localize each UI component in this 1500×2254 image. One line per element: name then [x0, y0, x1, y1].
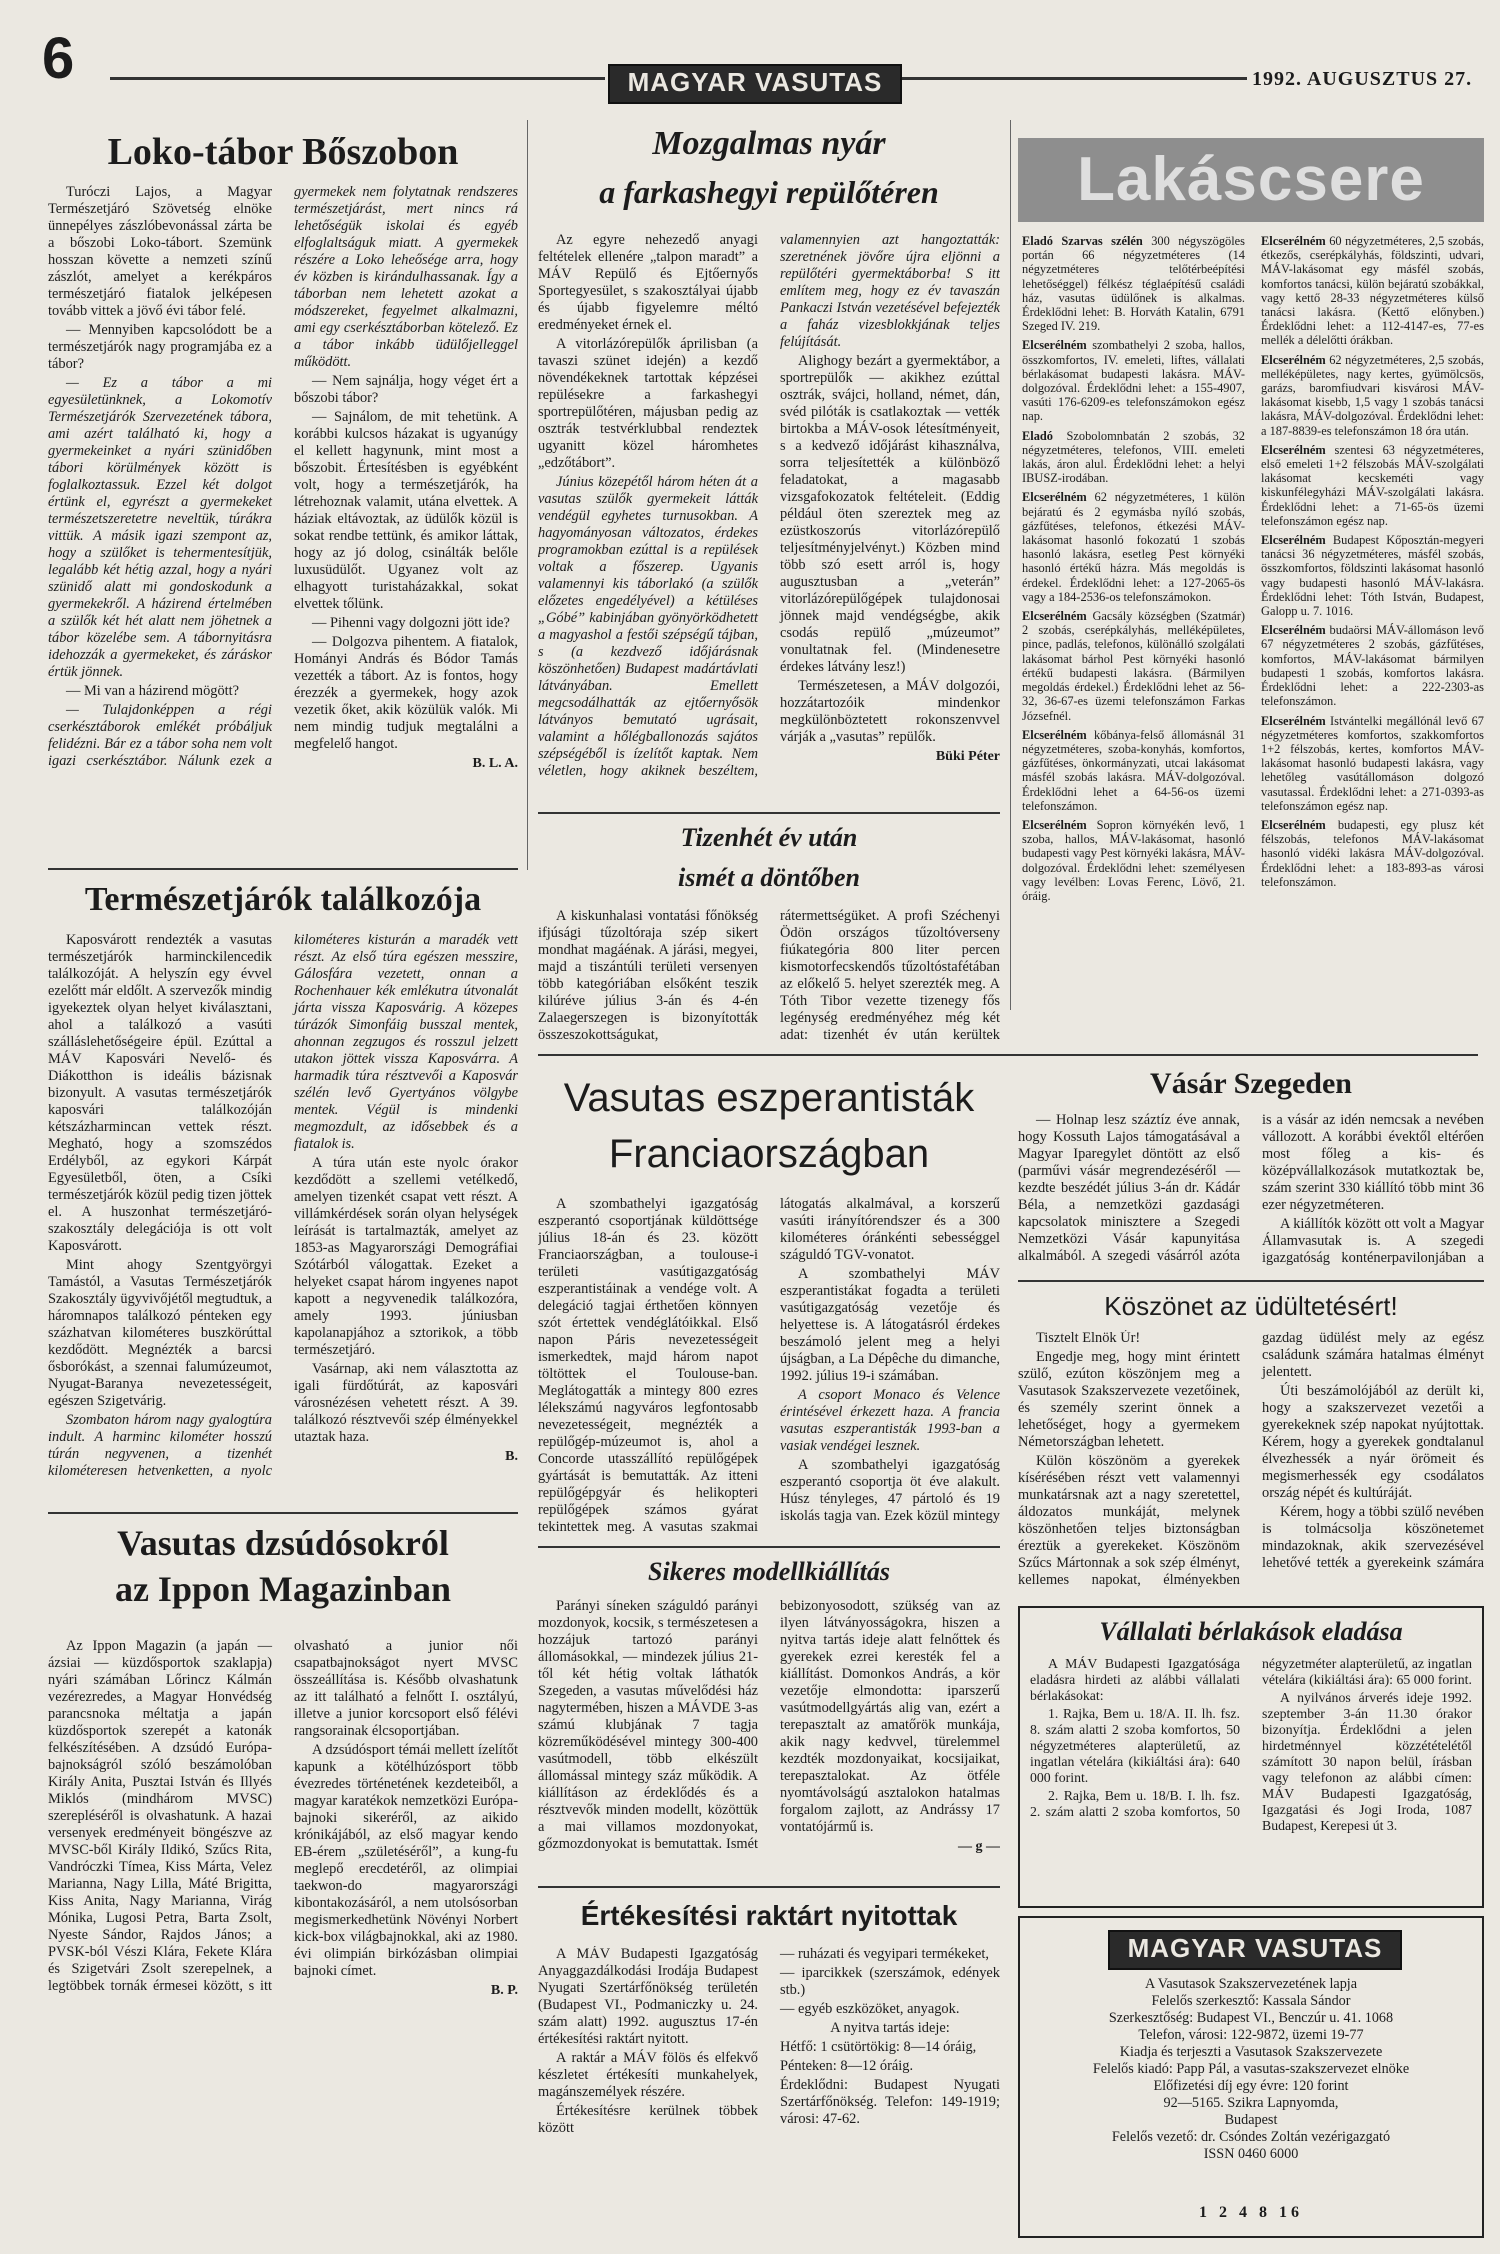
impresszum-line: Felelős szerkesztő: Kassala Sándor	[1151, 1993, 1351, 2009]
eszperanto-paragraph: A szombathelyi MÁV eszperantistákat fogadta a területi vasútigazgatóság vezetője és helyettese is. A látogatásról érdekes beszámoló jelent meg a helyi újságban, a La Dépêche du dimanche, 1992. július 19-i számában.	[780, 1266, 1000, 1384]
impresszum-line: A Vasutasok Szakszervezetének lapja	[1144, 1976, 1358, 1992]
mozgalmas-signature: Büki Péter	[935, 749, 1000, 764]
ertekesitesi-paragraph: A raktár a MÁV fölös és elfekvő készletet értékesíti munkahelyek, magánszemélyek részére.	[538, 2050, 758, 2100]
vasar-paragraph: — Holnap lesz száztíz éve annak, hogy Kossuth Lajos támogatásával a Magyar Iparegylet döntött az első (parművi vásár megrendezéséről — kezdte beszédét július 3-án dr. Kádár Béla, a nemzetközi gazdasági kapcsolatok minisztere a Szegedi Nemzetközi Vásár kapunyitása alkalmából. A szegedi vásárról azóta is a vásár az idén nemcsak a nevében vállozott. A korábbi évektől eltérően most főleg a kis- és középvállalkozások mutatkoztak be, szám szerint 330 kiállító több mint 36 ezer négyzetméteren.	[1018, 1112, 1484, 1264]
koszonet-article-body	[1018, 1330, 1484, 1602]
loko-paragraph: — Pihenni vagy dolgozni jött ide?	[312, 615, 510, 631]
termesz-paragraph: Vasárnap, aki nem választotta az igali fürdőtúrát, az kaposvári városnézésen vehetett részt. A 39. találkozó résztvevői szép élményekkel utaztak haza.	[294, 1361, 518, 1445]
mozgalmas-paragraph: Az egyre nehezedő anyagi feltételek ellenére „talpon maradt” a MÁV Repülő és Ejtőernyős Sportegyesület, s szakosztályai újabb és újabb figyelemre méltó eredményeket érnek el.	[538, 232, 758, 333]
impresszum-line: Felelős vezető: dr. Csóndes Zoltán vezérigazgató	[1111, 2129, 1391, 2145]
divider	[48, 868, 518, 870]
lakascsere-ad	[1022, 490, 1245, 604]
vallalati-title-wrap	[1026, 1612, 1476, 1652]
impresszum-line: Felelős kiadó: Papp Pál, a vasutas-szakszervezet elnöke	[1092, 2061, 1410, 2077]
modell-paragraph: Parányi síneken száguldó parányi mozdonyok, kocsik, s természetesen a hozzájuk tartozó parányi állomásokkal, — mindezek július 21-től két hétig voltak láthatók Szegeden, a vasutas művelődési ház nagytermében, hiszen a MÁVDE 3-as számú klubjának 7 tagja közreműködésével mintegy 300-400 vasútmodell, több elkészült állomással mintegy száz működik. A kiállításon az érdeklődés és a résztvevők minden modellt, közöttük a mai villamos mozdonyokat, gőzmozdonyokat is bemutattak. Ismét bebizonyosodott, szükség van az ilyen látványosságokra, hiszen a nyitva tartás ideje alatt felnőttek és gyerekek ezrei keresték fel a kiállítást. Domonkos András, a kör vezetője elmondotta: iparszerű vasútmodellgyártás alig van, ezért a terepasztalt az amatőrök munkája, akik nagy kedvvel, türelemmel kezdték mozdonyaikat, kocsijaikat, terepasztalokat. Az ötféle nyomtávolságú asztalokon hatalmas forgalom zajlott, az Andrássy 17 vontatójármű is.	[538, 1598, 1000, 1852]
lakascsere-ads	[1022, 234, 1484, 1034]
lakascsere-ad-lead: Elcserélném	[1261, 817, 1326, 832]
tizenhet-paragraph: A kiskunhalasi vontatási főnökség ifjúsági tűzoltóraja szép sikert mondhat magáénak. A járási, megyei, majd a tiszántúli területi versenyen több kategóriában elsőként teszik kilúréve július 3-án és 4-én Zalaegerszegen is bizonyították összeszokottságukat, rátermettségüket. A profi Széchenyi Ödön országos tűzoltóverseny fiúkategória 800 liter percen kismotorfecskendős tűzoltóstafétában az előkelő 5. helyet szerezték meg. A Tóth Tibor vezette tizenegy fős legénység eredményéhez még két adat: tizenhét év után kerültek	[538, 908, 1000, 1043]
column-rule-2	[1010, 120, 1011, 1010]
ertekesitesi-list-item: Pénteken: 8—12 óráig.	[780, 2058, 914, 2074]
mozgalmas-article-body	[538, 232, 1000, 812]
eszperanto-title-line1: Vasutas eszperantisták	[563, 1076, 975, 1120]
lakascsere-ad-lead: Elcserélném	[1261, 352, 1326, 367]
impresszum-barcode-digits: 1 2 4 8 16	[1199, 2204, 1303, 2221]
vallalati-title: Vállalati bérlakások eladása	[1099, 1617, 1403, 1646]
vallalati-item: 1. Rajka, Bem u. 18/A. II. lh. fsz. 8. szám alatti 2 szoba komfortos, 50 négyzetméteres alapterületű, az ingatlan vételára (kikiáltási ára): 640 000 forint.	[1030, 1706, 1240, 1785]
masthead: MAGYAR VASUTAS	[608, 64, 902, 104]
impresszum-lines	[1026, 1976, 1476, 2202]
impresszum-line: ISSN 0460 6000	[1203, 2146, 1299, 2162]
ertekesitesi-article-body	[538, 1946, 1000, 2236]
vallalati-item: 2. Rajka, Bem u. 18/B. I. lh. fsz. 2. szám alatti 2 szoba komfortos, 50 négyzetméter alapterületű, az ingatlan vételára (kikiáltási ára): 65 000 forint.	[1030, 1656, 1472, 1819]
loko-paragraph: — Mennyiben kapcsolódott be a természetjárók nagy programjába ez a tábor?	[48, 322, 272, 372]
eszperanto-title-line2: Franciaországban	[608, 1132, 930, 1176]
loko-paragraph: — Ez a tábor a mi egyesületünknek, a Lokomotív Természetjárók Szervezetének tábora, ami azért található ki, hogy a gyermekeinket a nyári szünidőben tábori körülmények között is foglalkoztassuk. Ezzel két dolgot értünk el, egyrészt a gyermekeket természetszeretetre neveltük, túrákra vittük. A másik igazi szempont az, hogy a szülőket is tehermentesítjük, legalább két hétig azzal, hogy a nyári szünidő alatt mi gondoskodunk a gyermekekről. A házirend értelmében a szülők két hét alatt nem jöhetnek a tábor közelébe sem. A tábornyitásra idehozzák a gyermekeket, és záráskor értük jönnek.	[48, 375, 272, 680]
lakascsere-ad-lead: Elcserélném	[1261, 442, 1326, 457]
ertekesitesi-list-item: — egyéb eszközöket, anyagok.	[780, 2001, 960, 2017]
lakascsere-ad-text: Gacsály községben (Szatmár) 2 szobás, cserépkályhás, melléképületes, pince, padlás, telefonos, különálló szolgálati lakásomat bárhol Pest környéki hasonló értékű budapesti lakásra. (Bármilyen megoldás érdekel.) Érdeklődni lehet az 56-32, 36-67-es üzemi telefonszámon Farkas Józsefnél.	[1022, 609, 1245, 723]
loko-paragraph: — Tulajdonképpen a régi cserkésztáborok emlékét próbáljuk felidézni. Bár ez a tábor soha nem volt igazi cserkésztábor. Nálunk ezek a gyermekek nem folytatnak rendszeres természetjárást, mert nincs rá lehetőségük iskolai és egyéb elfoglaltságuk miatt. A gyermekek részére a Loko leheősége arra, hogy év közben is kirándulhassanak. Így a táborban nem lehetett azokat a módszereket, fegyelmet alkalmazni, ami egy cserkésztáborban kötelező. Ez a tábor inkább üdülőjelleggel működött.	[48, 184, 518, 769]
lakascsere-ad	[1261, 818, 1484, 889]
dzsudo-title-line2: az Ippon Magazinban	[114, 1569, 452, 1609]
mozgalmas-paragraph: Természetesen, a MÁV dolgozói, hozzátartozóik mindenkor megkülönböztetett rokonszenvvel várják a „vasutas” repülők.	[780, 678, 1000, 745]
lakascsere-ad	[1261, 353, 1484, 438]
koszonet-paragraph: Engedje meg, hogy mint érintett szülő, ezúton köszönjem meg a Vasutasok Szakszervezete vezetőinek, és személy szerint önnek a lehetőséget, hogy a gyermekem Németországban lehetett.	[1018, 1349, 1240, 1450]
mozgalmas-paragraph: Alighogy bezárt a gyermektábor, a sportrepülők — akikhez ezúttal osztrák, svájci, holland, német, dán, svéd pilóták is csatlakoztak — vették birtokba a MÁV-osok létesítményeit, s a kedvező időjárást kihasználva, sorra teljesítették a különböző feladatokat, a magasabb vizsgafokozatok feltételeit. (Eddig például öten szereztek meg az ezüstkoszorús vitorlázórepülő teljesítményjelvényt.) Közben mind több szó esett arról is, hogy augusztusban a „veterán” vitorlázórepülőgépek tulajdonosai jönnek majd vendégségbe, akik csodás repülő „múzeumot” vonultatnak fel. (Mindenesetre érdekes látvány lesz!)	[780, 353, 1000, 675]
issue-date: 1992. AUGUSZTUS 27.	[1252, 68, 1473, 90]
ertekesitesi-list-item: Hétfő: 1 csütörtökig: 8—14 óráig,	[780, 2039, 977, 2055]
loko-paragraph: — Dolgozva pihentem. A fiatalok, Hományi András és Bódor Tamás vezették a tábort. Az is fontos, hogy érezzék a gyermekek, hogy azok vezetik őket, akik közülük valók. Mi nem mindig tudjuk megtalálni a megfelelő hangot.	[294, 634, 518, 752]
impresszum-line: 92—5165. Szikra Lapnyomda,	[1163, 2095, 1339, 2111]
lakascsere-ad-lead: Eladó	[1022, 428, 1053, 443]
vallalati-tail: A nyilvános árverés ideje 1992. szeptember 3-án 11.30 órakor bizonyítja. Érdeklődni a jelen hirdetménnyel közzétételétől számított 30 napon belül, írásban vagy telefonon az alábbi címen: MÁV Budapesti Igazgatóság, Igazgatási és Jogi Iroda, 1087 Budapest, Kerepesi út 3.	[1262, 1690, 1472, 1833]
impresszum-masthead: MAGYAR VASUTAS	[1108, 1930, 1402, 1970]
dzsudo-paragraph: A dzsúdósport témái mellett ízelítőt kapunk a kötélhúzósport több évezredes történetének kezdeteiből, a magyar karatékok nemzetközi Európa-bajnoki sikeréről, az aikido krónikájából, az első magyar kendo EB-érem „születéséről”, a kung-fu meglepő erecdetéről, az olimpiai taekwon-do magyarországi kibontakozásáról, a nem utolsósorban megismerkedhetünk Növényi Norbert kick-box világbajnokkal, aki az 1980. évi olimpián birkózásban olimpiai bajnoki címet.	[294, 1742, 518, 1979]
modell-signature: — g —	[958, 1839, 1000, 1854]
dzsudo-title-wrap	[48, 1520, 518, 1620]
lakascsere-ad-text: 62 négyzetméteres, 1 külön bejáratú és 2 egymásba nyíló szobás, gázfűtéses, telefonos, étkezési MÁV-lakásomat hasonló fokozatú 1 szobás hasonló lakásra, esetleg Pest környéki hasonló értékű házra. Más megoldás is érdekel. Érdeklődni lehet: a 127-2065-ös vagy a 184-2536-os telefonszámokon.	[1022, 490, 1245, 604]
lakascsere-ad-text: Budapest Kőposztán-megyeri tanácsi 36 négyzetméteres, másfél szobás, összkomfortos, földszinti lakásomat hasonló vagy budapesti hasonló MÁV-lakásra. Érdeklődni lehet: Tóth István, Budapest, Galopp u. 7. 1016.	[1261, 533, 1484, 619]
header-rule-left	[110, 77, 605, 80]
koszonet-title: Köszönet az üdültetésért!	[1104, 1291, 1398, 1321]
modell-title: Sikeres modellkiállítás	[648, 1557, 890, 1586]
lakascsere-ad-text: szentesi 63 négyzetméteres, első emeleti 1+2 félszobás MÁV-szolgálati lakásomat kecskeméti vagy kiskunfélegyházi MÁV-szolgálati lakásra. Érdeklődni lehet: a 71-65-ös üzemi telefonszámon egész nap.	[1261, 442, 1484, 528]
lakascsere-ad	[1022, 234, 1245, 333]
lakascsere-ad	[1022, 338, 1245, 423]
lakascsere-ad	[1022, 728, 1245, 813]
termesz-paragraph: Kaposvárott rendezték a vasutas természetjárók harminckilencedik találkozóját. A helyszín egy évvel ezelőtt már eldőlt. A szervezők mindig igyekeztek olyan helyet kiválasztani, ahol a találkozó a vasúti szálláslehetőségeire épül. Ezúttal a MÁV Kaposvári Nevelő- és Diákotthon is ideális bázisnak bizonyult. A vasutas természetjárók kaposvári találkozóján kétszázharmincan vettek részt. Megható, hogy a szomszédos Erdélyből, az egykori Kárpát Egyesületből, öten, a Csíki természetjárók közül pedig tizen jöttek el. A huszonhat természetjáró-szakosztály delegációja is ott volt Kaposvárott.	[48, 932, 272, 1254]
lakascsere-ad-text: budaörsi MÁV-állomáson levő 67 négyzetméteres 2 szobás, gázfűtéses, komfortos, MÁV-lakásomat bármilyen budapesti 1 szobás, komfortos lakásra. Érdeklődni lehet: a 222-2303-as telefonszámon.	[1261, 623, 1484, 709]
lakascsere-ad-lead: Eladó Szarvas szélén	[1022, 234, 1143, 248]
lakascsere-ad	[1022, 818, 1245, 903]
tizenhet-title-wrap	[538, 818, 1000, 902]
lakascsere-ad-lead: Elcserélném	[1261, 234, 1326, 248]
divider	[48, 1512, 518, 1514]
dzsudo-paragraph: Az Ippon Magazin (a japán — ázsiai — küzdősportok szaklapja) nyári számában Lőrincz Kálmán vezérezredes, a Magyar Honvédség parancsnoka méltatja a japán küzdősportok szerepét a katonák felkészítésében. A dzsúdó Európa-bajnokságról szóló beszámolóban Király Anita, Pusztai István és Illyés Miklós (mindhárom MVSC) szerepléséről is olvashatunk. A hazai versenyek eredményeit böngészve az MVSC-ből Király Ildikó, Szűcs Rita, Vandróczki Tímea, Kiss Márta, Velez Marianna, Nagy Lilla, Máté Brigitta, Kiss Anita, Nagy Marianna, Virág Mónika, Lugosi Petra, Barta Zsolt, Nyeste Sándor, Rajdos János; a PVSK-ból Vészi Klára, Fekete Klára és Szigetvári Zsolt szerepelnek, a legtöbbek tornák érmesei között, s itt olvasható a junior női csapatbajnokságot nyert MVSC összeállítása is. Később olvashatunk az itt található a felnőtt I. osztályú, illetve a junior korcsoport első félévi rangsorainak élcsoportjában.	[48, 1638, 518, 1994]
eszperanto-paragraph: A szombathelyi igazgatóság eszperantó csoportja öt éve alakult. Húsz tényleges, 47 pártoló és 19 iskolás tagja van. Ezek közül mintegy	[780, 1457, 1000, 1524]
lakascsere-ad-lead: Elcserélném	[1022, 609, 1087, 624]
ertekesitesi-list-item: A nyitva tartás ideje:	[830, 2020, 950, 2036]
termesz-article-body	[48, 932, 518, 1510]
divider	[538, 1546, 1000, 1548]
mozgalmas-title-wrap	[538, 120, 1000, 224]
lakascsere-ad-text: budapesti, egy plusz két félszobás, telefonos MÁV-lakásomat hasonló vidéki lakásra MÁV-dolgozóval. Érdeklődni lehet: a 183-893-as városi telefonszámon.	[1261, 817, 1484, 889]
lakascsere-ad	[1261, 443, 1484, 528]
loko-paragraph: Turóczi Lajos, a Magyar Természetjáró Szövetség elnöke ünnepélyes zászlóbevonással zárta be a bőszobi Loko-tábort. Szemünk hosszan követte a nemzeti színű zászlót, amelyet a kerékpáros természetjáró fiatalok jelképesen tovább vittek a jövő évi tábor felé.	[48, 184, 272, 319]
mozgalmas-paragraph: Június közepétől három héten át a vasutas szülők gyermekeit látták vendégül egyhetes turnusokban. A hagyományosan változatos, érdekes programokban ezúttal is a repülések voltak a főszerep. Ugyanis valamennyi kis táborlakó (a szülők előzetes engedélyével) a kétüléses „Góbé” kabinjában gyönyörködhetett a magyashol a festői szépségű tájban, s (a kezdvező időjárásnak köszönhetően) Budapest madártávlati látványában. Emellett megcsodálhatták az ejtőernyősök látványos bemutató ugrásait, valamint a hőlégballonozás sajátos szépségéből is ízelítőt kaptak. Nem véletlen, hogy akiknek beszéltem, valamennyien azt hangoztatták: szeretnének jövőre újra eljönni a repülőtéri gyermektáborba! S itt említem meg, hogy ez év tavaszán Pankaczi István vezetésével befejezték a faház vizesblokkjának teljes felújítását.	[538, 232, 1000, 779]
divider	[538, 1886, 1000, 1888]
lakascsere-ad	[1022, 609, 1245, 723]
termesz-paragraph: Mint ahogy Szentgyörgyi Tamástól, a Vasutas Természetjárók Szakosztály ügyvivőjétől megtudtuk, a háromnapos találkozó pénteken egy százhatvan kilométeres buszkörúttal kezdődött. Megnézték a barcsi ősborókást, a szennai falumúzeumot, Nyugat-Baranya nevezetességeit, egészen Szigetvárig.	[48, 1257, 272, 1409]
termesz-paragraph: A túra után este nyolc órakor kezdődött a szellemi vetélkedő, amelyen tizenkét csapat vett részt. A villámkérdések során olyan helységek leírását is tartalmazták, amelyet az 1853-as Magyarországi Demográfiai Szótárból válogattak. Ezeket a helyeket csapat három ingyenes napot kapott a negyvenedik találkozóra, amely 1993. júniusban kapolanapjához a sztorikok, a több természetjáró.	[294, 1155, 518, 1358]
lakascsere-ad-lead: Elcserélném	[1261, 713, 1326, 728]
ertekesitesi-list-item: — ruházati és vegyipari termékeket,	[780, 1946, 989, 1962]
lakascsere-ad-text: 300 négyszögöles portán 66 négyzetméteres (14 négyzetméteres telőtérbeépítési lehetőséggel) félkész téglaépítésű családi ház, vasutas üdülőnek is alkalmas. Érdeklődni lehet: B. Horváth Katalin, 6791 Szeged IV. 219.	[1022, 234, 1245, 334]
lakascsere-ad-lead: Elcserélném	[1022, 817, 1087, 832]
lakascsere-ad	[1261, 234, 1484, 348]
koszonet-paragraph: Külön köszönöm a gyerekek kísérésében részt vett valamennyi munkatársnak azt a nagy szeretettel, áldozatos munkáját, melynek köszönhetően teljes biztonságban éreztük a gyerekeket. Köszönöm Szűcs Mártonnak a sok szép élményt, kellemes napokat, élményekben gazdag üdülést mely az egész családunk számára hatalmas élményt jelentett.	[1018, 1330, 1484, 1588]
loko-paragraph: — Nem sajnálja, hogy véget ért a bőszobi tábor?	[294, 373, 518, 406]
loko-article-body	[48, 184, 518, 856]
loko-signature: B. L. A.	[472, 756, 518, 771]
mozgalmas-title-line2: a farkashegyi repülőtéren	[599, 174, 939, 210]
ertekesitesi-title: Értékesítési raktárt nyitottak	[580, 1900, 958, 1931]
lakascsere-ad-text: 62 négyzetméteres, 2,5 szobás, melléképületes, nagy kertes, gyümölcsös, garázs, baromfiudvari kisvárosi MÁV-lakásomat kisebb, 1,5 vagy 1 szobás tanácsi lakásra, MÁV-dolgozóval. Érdeklődni lehet: a 187-8839-es telefonszámon 18 óra után.	[1261, 352, 1484, 438]
dzsudo-article-body	[48, 1638, 518, 2230]
divider	[538, 1054, 1478, 1056]
vasar-title: Vásár Szegeden	[1150, 1067, 1352, 1100]
lakascsere-ad	[1022, 429, 1245, 486]
mozgalmas-paragraph: A vitorlázórepülők áprilisban (a tavaszi szünet idején) a kezdő növendékeknek tartottak képzései repülésekre a farkashegyi sportrepülőtéren, májusban pedig az osztrák testvérklubbal rendeztek ugyanitt közel háromhetes „edzőtábort”.	[538, 336, 758, 471]
lakascsere-ad-text: Istvántelki megállónál levő 67 négyzetméteres komfortos, szakkomfortos 1+2 félszobás, kertes, komfortos MÁV-lakásomat hasonló budapesti lakásra, vagy lehetőleg vasútállomáson dolgozó vasutassal. Érdeklődni lehet: a 271-0393-as telefonszámon egész nap.	[1261, 713, 1484, 813]
tizenhet-title-line2: ismét a döntőben	[677, 863, 860, 892]
modell-title-wrap	[538, 1552, 1000, 1592]
vasar-paragraph: A kiállítók között ott volt a Magyar Államvasutak is. A szegedi igazgatóság konténerpavilonjában a	[1262, 1216, 1484, 1266]
eszperanto-title-wrap	[538, 1070, 1000, 1190]
vallalati-body	[1030, 1656, 1472, 1902]
ertekesitesi-list-item: — iparcikkek (szerszámok, edények stb.)	[780, 1965, 1000, 1998]
dzsudo-title-line1: Vasutas dzsúdósokról	[117, 1523, 449, 1563]
mozgalmas-title-line1: Mozgalmas nyár	[652, 125, 886, 162]
ertekesitesi-title-wrap	[538, 1892, 1000, 1940]
eszperanto-article-body	[538, 1196, 1000, 1540]
ertekesitesi-paragraph: A MÁV Budapesti Igazgatóság Anyaggazdálkodási Irodája Budapest Nyugati Szertárfőnökség területén (Budapest VI., Podmaniczky u. 24. szám alatt) 1992. augusztus 17-én értékesítési raktárt nyitott.	[538, 1946, 758, 2047]
koszonet-paragraph: Úti beszámolójából az derült ki, hogy a szakszervezet vezetői a gyerekeknek szép napokat nyújtottak. Kérem, hogy a gyerekek gondtalanul élvezhessék a nyár örömeit és megismerhessék egy csodálatos ország népét és kultúráját.	[1262, 1383, 1484, 1501]
lakascsere-ad	[1261, 533, 1484, 618]
lakascsere-ad-text: szombathelyi 2 szoba, hallos, összkomfortos, IV. emeleti, liftes, vállalati bérlakásomat budapesti lakásra. MÁV-dolgozóval. Érdeklődni lehet: a 155-4907, vasúti 176-6209-es telefonszámokon egész nap.	[1022, 338, 1245, 424]
impresszum-line: Telefon, városi: 122-9872, üzemi 19-77	[1138, 2027, 1364, 2043]
lakascsere-ad-lead: Elcserélném	[1022, 338, 1087, 353]
header-rule-right	[902, 77, 1247, 80]
termesz-article-title: Természetjárók találkozója	[84, 881, 482, 918]
tizenhet-title-line1: Tizenhét év után	[680, 823, 858, 852]
ertekesitesi-list-item: Érdeklődni: Budapest Nyugati Szertárfőnökség. Telefon: 149-1919; városi: 47-62.	[780, 2077, 1000, 2127]
dzsudo-signature: B. P.	[490, 1983, 518, 1998]
termesz-paragraph: Szombaton három nagy gyalogtúra indult. A harminc kilométer hosszú túrán negyvenen, a tizenhét kilométeresen hetvenketten, a nyolc kilométeres kisturán a maradék vett részt. Az első túra egészen messzire, Gálosfára vezetett, onnan a Rochenhauer kék emlékutra útvonalát járta vissza Kaposvárig. A közepes túrázók Simonfáig busszal mentek, ahonnan zegzugos és rosszul jelzett utakon jöttek vissza Kaposvárra. A harmadik túra résztvevői a Kaposvár szélén levő Gyertyános völgybe mentek. Végül is mindenki megmozdult, az idősebbek és a fiatalok is.	[48, 932, 518, 1479]
divider	[538, 812, 1000, 814]
page-number: 6	[42, 30, 75, 91]
lakascsere-ad-text: Sopron környékén levő, 1 szoba, hallos, MÁV-lakásomat, hasonló budapesti vagy Pest környéki lakásra, MÁV-dolgozóval. Érdeklődni lehet: személyesen vagy levélben: Lovas Ferenc, Lövő, 21. óráig.	[1022, 817, 1245, 903]
vasar-article-body	[1018, 1112, 1484, 1278]
loko-paragraph: — Mi van a házirend mögött?	[66, 683, 240, 699]
lakascsere-ad-text: Szobolomnbatán 2 szobás, 32 négyzetméteres, telefonos, VIII. emeleti lakás, áron alul. Érdeklődni lehet: a helyi IBUSZ-irodában.	[1022, 428, 1245, 486]
loko-article-title: Loko-tábor Bőszobon	[107, 131, 459, 173]
modell-article-body	[538, 1598, 1000, 1884]
termesz-signature: B.	[505, 1449, 518, 1464]
lakascsere-banner: Lakáscsere	[1018, 138, 1484, 222]
tizenhet-article-body	[538, 908, 1000, 1048]
lakascsere-ad-text: 60 négyzetméteres, 2,5 szobás, étkezős, cserépkályhás, földszinti, udvari, MÁV-lakásomat egy másfél szobás, komfortos tanácsi, külön bejáratú szobákkal, vagy kettő 28-33 négyzetméteres külső tanácsi lakásra. (Kettő előnyben.) Érdeklődni lehet: a 112-4147-es, 77-es mellék a délelőtti órákban.	[1261, 234, 1484, 348]
lakascsere-ad-text: kőbánya-felső állomásnál 31 négyzetméteres, szoba-konyhás, komfortos, gázfűtéses, önkormányzati, utcai lakásomat másfél szobás lakásra. MÁV-dolgozóval. Érdeklődni lehet a 64-56-os üzemi telefonszámon.	[1022, 727, 1245, 813]
divider	[1018, 1280, 1484, 1282]
impresszum-line: Kiadja és terjeszti a Vasutasok Szakszervezete	[1119, 2044, 1383, 2060]
impresszum-line: Előfizetési díj egy évre: 120 forint	[1153, 2078, 1349, 2094]
lakascsere-ad-lead: Elcserélném	[1022, 490, 1087, 505]
lakascsere-ad-lead: Elcserélném	[1261, 623, 1326, 638]
impresszum-line: Szerkesztőség: Budapest VI., Benczúr u. 41. 1068	[1108, 2010, 1394, 2026]
vasar-title-wrap	[1018, 1062, 1484, 1106]
koszonet-paragraph: Tisztelt Elnök Úr!	[1036, 1330, 1141, 1346]
vallalati-intro: A MÁV Budapesti Igazgatósága eladásra hirdeti az alábbi vállalati bérlakásokat:	[1030, 1656, 1240, 1703]
eszperanto-paragraph: A szombathelyi igazgatóság eszperantó csoportjának küldöttsége július 18-án és 23. között Franciaországban, a toulouse-i területi vasútigazgatóság eszperantistáinak a vendége volt. A delegáció tagjai érthetően könnyen szót értettek vendéglátóikkal. Első napon Páris nevezetességeit ismerkedtek, majd három napot töltöttek el Toulouse-ban. Meglátogatták a mintegy 800 ezres lélekszámú nagyváros legfontosabb nevezetességeit, megnézték a repülőgép-múzeumot is, ahol a Concorde utasszállító repülőgépek gyártását is bemutatták. Az itteni repülőgépgyár és helikopteri repülőgépek számos gyárat tekintettek meg. A vasutas szakmai látogatás alkalmával, a korszerű vasúti irányítórendszer és a 300 kilométeres óránkénti sebességgel száguldó TGV-vonatot.	[538, 1196, 1000, 1535]
loko-paragraph: — Sajnálom, de mit tehetünk. A korábbi kulcsos házakat is ugyanúgy el kellett hagynunk, mint most a bőszobit. Értesítésben is egyébként volt, hogy a természetjárók, ha létrehoznak valamit, utána elvettek. A háziak eltávoztak, az üdülők közül is sokat rendbe tettünk, és amikor láttak, hogy az jó dolog, csinálták belőle luxusüdülőt. Ugyanez volt az elhagyott turistaházakkal, sokat elvettek tőlünk.	[294, 409, 518, 612]
lakascsere-ad-lead: Elcserélném	[1022, 727, 1087, 742]
eszperanto-paragraph: A csoport Monaco és Velence érintésével érkezett haza. A francia vasutas eszperantisták 1993-ban a vasiak vendégei lesznek.	[780, 1387, 1000, 1454]
koszonet-paragraph: Kérem, hogy a többi szülő nevében is tolmácsolja köszönetemet mindazoknak, akik szervezésével lehetővé tették a gyerekeink számára	[1262, 1504, 1484, 1571]
lakascsere-ad-lead: Elcserélném	[1261, 533, 1326, 548]
impresszum-line: Budapest	[1224, 2112, 1278, 2128]
koszonet-title-wrap	[1018, 1286, 1484, 1326]
termesz-title-wrap	[48, 878, 518, 922]
lakascsere-ad	[1261, 623, 1484, 708]
ertekesitesi-paragraph: Értékesítésre kerülnek többek között	[538, 2103, 758, 2136]
lakascsere-ad	[1261, 714, 1484, 813]
column-rule-1	[527, 120, 528, 870]
loko-article-title-wrap	[48, 130, 518, 174]
